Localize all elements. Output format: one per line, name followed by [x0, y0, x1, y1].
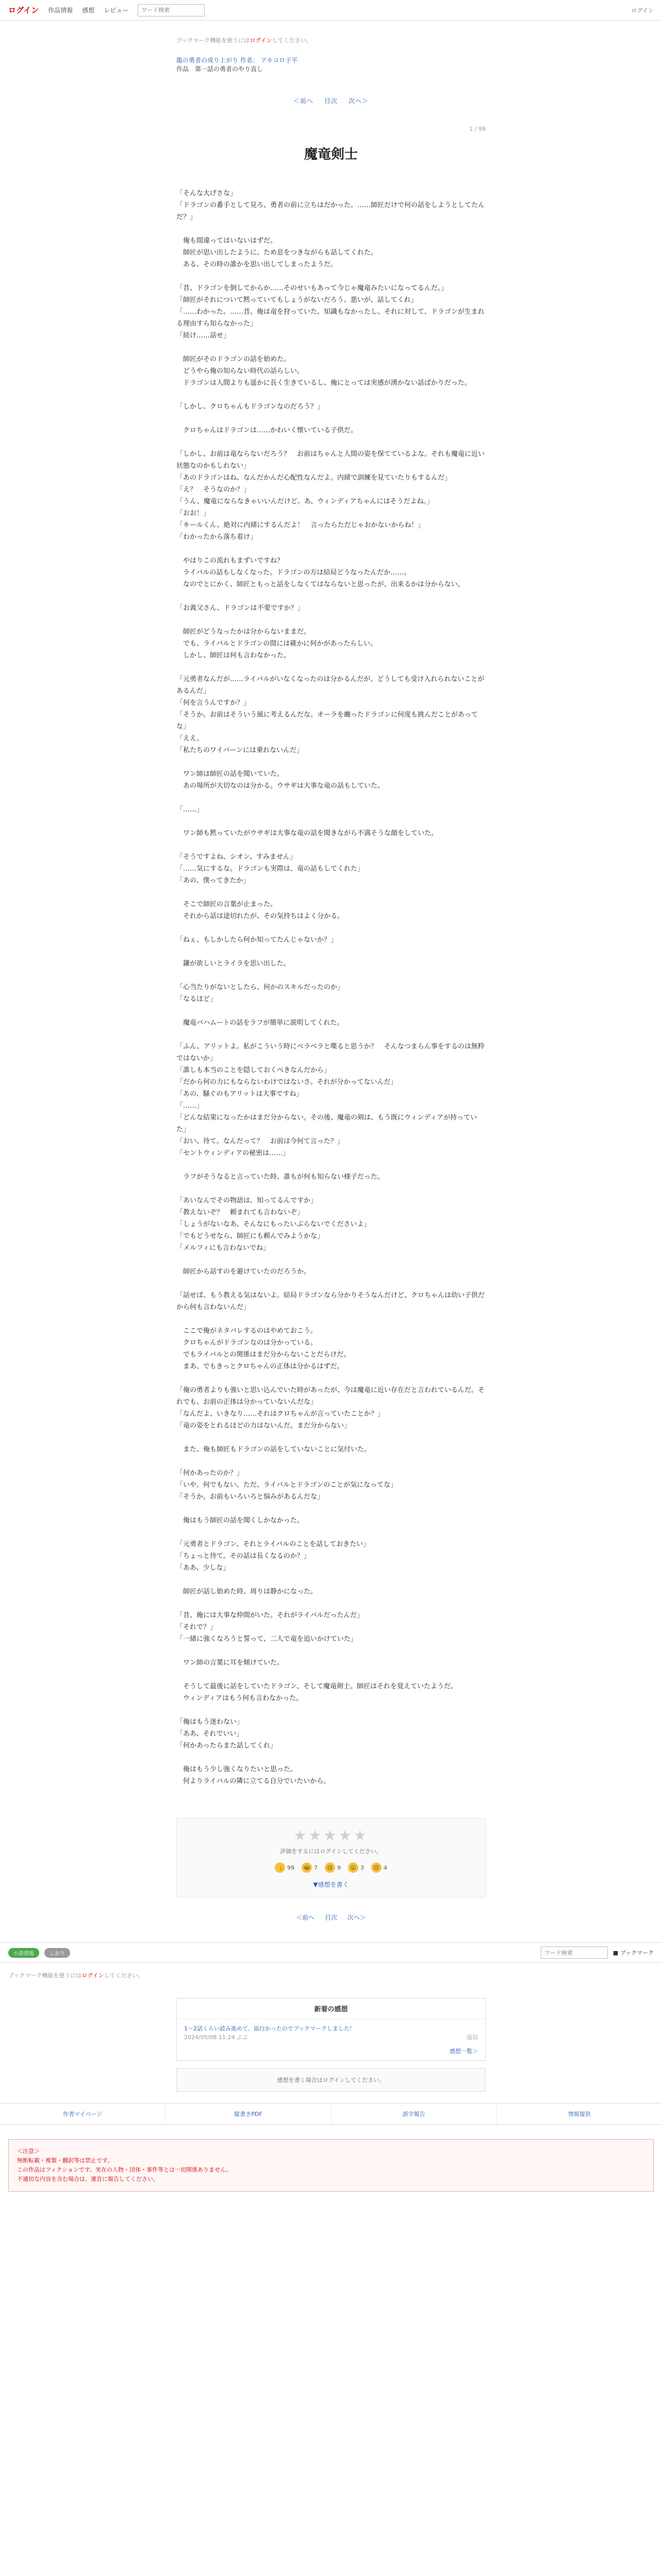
blank-line	[176, 816, 486, 827]
body-paragraph: 「そうか。お前はそういう風に考えるんだな。オーラを纏ったドラゴンに何度も挑んだことがあってな」	[176, 711, 478, 731]
blank-line	[176, 413, 486, 425]
login-note-bottom-link[interactable]: ログイン	[81, 1972, 104, 1979]
nav-review[interactable]: レビュー	[104, 7, 129, 14]
body-paragraph: 俺も間違ってはいないはずだ。	[176, 237, 277, 245]
body-paragraph: 「元勇者なんだが……ライバルがいなくなったのは分かるんだが、どうしても受け入れられないことがあるんだ」	[176, 675, 485, 695]
body-paragraph: そこで師匠の言葉が止まった。	[176, 901, 277, 908]
body-paragraph: 「え？ そうなのか？」	[176, 486, 251, 494]
body-paragraph: 「セントウィンディアの秘密は……」	[176, 1149, 290, 1157]
blank-line	[176, 590, 486, 602]
body-paragraph: 「ねぇ、もしかしたら何か知ってたんじゃないか？」	[176, 936, 338, 944]
body-paragraph: 俺はもう師匠の話を聞くしかなかった。	[176, 1517, 304, 1524]
blank-line	[176, 223, 486, 235]
body-paragraph: 「……」	[176, 806, 204, 814]
blank-line	[176, 614, 486, 626]
body-paragraph: 「おい、待て。なんだって？ お前は今何て言った？」	[176, 1138, 344, 1145]
body-paragraph: 「しかし、お前は竜ならないだろう？ お前はちゃんと人間の姿を保てているよな。それも魔竜に近い状態なのかもしれない」	[176, 450, 485, 470]
body-paragraph: 「だから何の力にもならないわけではないさ。それが分かってないんだ」	[176, 1078, 398, 1086]
reaction-button[interactable]	[371, 1862, 387, 1873]
prev-link-bottom[interactable]: ＜前へ	[296, 1914, 315, 1921]
body-paragraph: 師匠から話すのを避けていたのだろうか。	[176, 1268, 311, 1276]
body-paragraph: 「……わかった。……昔、俺は竜を狩っていた。知識もなかったし、それに対して、ドラゴンが生まれる理由すら知らなかった」	[176, 308, 485, 328]
blank-line	[176, 1183, 486, 1195]
chapter-title: 魔竜剣士	[304, 147, 358, 162]
body-paragraph: ワン師は師匠の話を聞いていた。	[176, 770, 284, 778]
body-paragraph: ウィンディアはもう何も言わなかった。	[176, 1694, 303, 1702]
body-paragraph: 「しょうがないなあ、そんなにもったいぶらないでくださいよ」	[176, 1221, 371, 1228]
blank-line	[176, 922, 486, 934]
body-paragraph: まあ、でもきっとクロちゃんの正体は分かるはずだ。	[176, 1363, 344, 1370]
body-paragraph: 「どんな結果になったかはまだ分からない。その後、魔竜の剣は、もう既にウィンディアが持っていた」	[176, 1114, 477, 1133]
body-paragraph: 「元勇者とドラゴン、それとライバルのことを話しておきたい」	[176, 1540, 370, 1548]
login-note-bottom-prefix: ブックマーク機能を使うには	[8, 1972, 82, 1979]
body-paragraph: 「何かあったのか？」	[176, 1469, 243, 1477]
pdf-link[interactable]: 縦書きPDF	[166, 2104, 331, 2124]
main-wrap	[176, 21, 486, 1787]
body-paragraph: 「ドラゴンの番手として見ろ、勇者の前に立ちはだかった。……師匠だけで何の話をしようとしてたんだ？」	[176, 201, 485, 221]
body-paragraph: 「心当たりがないとしたら、何かのスキルだったのか」	[176, 984, 344, 991]
body-paragraph: なのでとにかく、師匠ともっと話をしなくてはならないと思ったが、出来るかは分からない。	[176, 581, 465, 588]
body-paragraph: 鎌が欲しいとライラを思い出した。	[176, 960, 290, 968]
blank-line	[176, 1254, 486, 1266]
more-reviews-link[interactable]: 感想一覧＞	[450, 2048, 478, 2055]
body-paragraph: ライバルの話もしなくなった。ドラゴンの方は結局どうなったんだか……。	[176, 569, 411, 577]
blank-line	[176, 1752, 486, 1764]
body-paragraph: 「……気にするな。ドラゴンも実際は、竜の話もしてくれた」	[176, 865, 365, 873]
rating-note: 評価をするにはログインしてください。	[280, 1848, 382, 1855]
login-need-box: 感想を書く場合はログインしてください。	[176, 2068, 486, 2092]
body-paragraph: ある、その時の誰かを思い出してしまったようだ。	[176, 261, 338, 268]
shiori-pill[interactable]: しおり	[44, 1948, 70, 1958]
work-meta: 作品 第一話の勇者のやり直し	[176, 65, 263, 73]
body-paragraph: 「俺はもう迷わない」	[176, 1718, 244, 1726]
login-note	[176, 21, 486, 48]
body-paragraph: 師匠が話し始めた時、周りは静かになった。	[176, 1588, 318, 1596]
blank-line	[176, 1503, 486, 1515]
blank-line	[176, 1372, 486, 1384]
body-paragraph: 「何を言うんですか？」	[176, 699, 251, 707]
body-paragraph: ワン師の言葉に耳を傾けていた。	[176, 1659, 284, 1667]
blank-line	[176, 1704, 486, 1716]
blank-line	[176, 342, 486, 353]
reaction-icon: 😊	[371, 1862, 382, 1873]
body-paragraph: あの場所が大切なのは分かる。ウサギは大事な竜の話もしていた。	[176, 782, 385, 790]
body-paragraph: 「キールくん、絶対に内緒にするんだよ！ 言ったらただじゃおかないからね！」	[176, 521, 425, 529]
blank-line	[176, 1278, 486, 1290]
reaction-icon: 👍	[275, 1862, 285, 1873]
next-link[interactable]: 次へ＞	[348, 97, 369, 105]
footer-links	[0, 2103, 662, 2125]
body-paragraph: そうして最後に話をしていたドラゴン、そして魔竜剣士。師匠はそれを覚えていたようだ。	[176, 1683, 457, 1690]
reaction-icon: 😮	[348, 1862, 358, 1873]
bookmark-button[interactable]: ■ ブックマーク	[613, 1950, 654, 1956]
body-paragraph: やはりこの流れもまずいですね？	[176, 557, 284, 565]
blank-line	[176, 1432, 486, 1444]
body-paragraph: 師匠が思い出したように、ため息をつきながらも話してくれた。	[176, 249, 378, 257]
body-paragraph: どうやら俺の知らない時代の話らしい。	[176, 367, 304, 375]
body-paragraph: クロちゃんはドラゴンは……かわいく懐いている子供だ。	[176, 427, 358, 434]
body-paragraph: 「なるほど」	[176, 995, 217, 1003]
rating-stars[interactable]: ★★★★★	[293, 1827, 369, 1844]
blank-line	[176, 946, 486, 958]
body-paragraph: ラフがそうなると言っていた時、誰もが何も知らない様子だった。	[176, 1173, 385, 1181]
review-entry-date: 2024/05/08 11:24	[184, 2034, 235, 2041]
body-paragraph: 「なんだよ、いきなり……それはクロちゃんが言っていたことか？」	[176, 1410, 385, 1418]
page-counter: 1 / 99	[469, 126, 486, 132]
body-paragraph: 「一緒に強くなろうと誓って、二人で竜を追いかけていた」	[176, 1635, 357, 1643]
blank-line	[176, 1598, 486, 1609]
body-paragraph: 「昔、俺には大事な仲間がいた。それがライバルだったんだ」	[176, 1612, 364, 1619]
body-paragraph: 「そうか。お前もいろいろと悩みがあるんだな」	[176, 1493, 324, 1501]
body-paragraph: 何よりライバルの隣に立てる自分でいたいから。	[176, 1777, 330, 1785]
body-paragraph: 「ふん、アリットよ。私がこういう時にベラベラと喋ると思うか？ そんなつまらん事をするのは無粋ではないか」	[176, 1043, 485, 1062]
body-paragraph: 「教えないぞ？ 頼まれても言わないぞ」	[176, 1209, 304, 1216]
body-paragraph: 師匠がそのドラゴンの話を始めた。	[176, 355, 291, 363]
body-paragraph: 俺はもう少し強くなりたいと思った。	[176, 1766, 297, 1773]
body-paragraph: 「おお！」	[176, 510, 210, 517]
notice-box: ＜注意＞ 無断転載・複製・翻訳等は禁止です。 この作品はフィクションです。実在の人物・団体・事件等とは一切関係ありません。 不適切な内容を含む場合は、運営に報告してください。	[8, 2139, 654, 2192]
nav-reviews[interactable]: 感想	[82, 7, 95, 14]
work-title[interactable]: 龍の勇者の成り上がり 作者： アキコロ子平	[176, 57, 298, 64]
body-paragraph: 「昔、ドラゴンを倒してからか……そのせいもあって今じゃ魔竜みたいになってるんだ。」	[176, 284, 448, 292]
search-input[interactable]	[138, 4, 205, 16]
review-entry-title[interactable]: 1〜2話くらい読み進めて、面白かったのでブックマークしました！	[184, 2025, 356, 2032]
blank-line	[176, 1005, 486, 1017]
info-link[interactable]: 情報提供	[568, 2111, 591, 2117]
body-paragraph: 「お義父さん、ドラゴンは不要ですか？」	[176, 604, 304, 612]
reaction-button[interactable]	[302, 1862, 318, 1873]
body-paragraph: 「あの、僕ってきたか」	[176, 877, 250, 885]
nav-work-info[interactable]: 作品情報	[48, 7, 73, 14]
blank-line	[176, 1313, 486, 1325]
login-note-link[interactable]: ログイン	[250, 37, 272, 44]
body-paragraph: 「ちょっと待て。その話は長くなるのか？」	[176, 1552, 310, 1560]
body-paragraph: 「続け……話せ」	[176, 332, 230, 340]
body-paragraph: 「それで？」	[176, 1623, 217, 1631]
reaction-button[interactable]	[348, 1862, 364, 1873]
body-paragraph: 「ああ、それでいい」	[176, 1730, 243, 1738]
body-paragraph: 「私たちのワイバーンには乗れないんだ」	[176, 747, 304, 754]
body-paragraph: 「……」	[176, 1102, 204, 1110]
login-link[interactable]: ログイン	[631, 7, 654, 14]
body-paragraph: 「しかし、クロちゃんもドラゴンなのだろう？」	[176, 403, 324, 411]
body-paragraph: また、俺も師匠もドラゴンの話をしていないことに気付いた。	[176, 1446, 371, 1453]
body-paragraph: ドラゴンは人間よりも遥かに長く生きているし、俺にとっては実感が湧かない話ばかりだった。	[176, 379, 471, 387]
login-note-bottom	[0, 1963, 662, 1988]
bottom-pager	[0, 1913, 662, 1922]
body-paragraph: 師匠がどうなったかは分からないままだ。	[176, 628, 311, 636]
rating-box	[176, 1818, 486, 1897]
toc-link[interactable]: 目次	[324, 97, 338, 105]
new-reviews-heading: 新着の感想	[177, 1998, 485, 2019]
reaction-icon: 😂	[302, 1862, 312, 1873]
body-paragraph: 「誰しも本当のことを隠しておくべきなんだから」	[176, 1066, 331, 1074]
blank-line	[176, 1159, 486, 1171]
top-pager	[176, 96, 486, 105]
global-header	[0, 0, 662, 21]
blank-line	[176, 1455, 486, 1467]
blank-line	[176, 389, 486, 401]
blank-line	[176, 792, 486, 804]
reaction-count: 99	[287, 1864, 294, 1871]
body-paragraph: 「いや、何でもない。ただ、ライバルとドラゴンのことが気になってな」	[176, 1481, 398, 1489]
body-paragraph: しかし、師匠は何も言わなかった。	[176, 652, 291, 659]
body-paragraph: 「あの、騒ぐのもアリットは大事ですね」	[176, 1090, 303, 1098]
blank-line	[176, 1574, 486, 1586]
body-paragraph: 魔竜バハムートの話をラフが簡単に説明してくれた。	[176, 1019, 344, 1027]
author-page-link[interactable]: 作者マイページ	[0, 2104, 166, 2124]
login-link-header[interactable]: ログイン	[8, 6, 39, 15]
blank-line	[176, 1527, 486, 1538]
login-note-suffix: してください。	[272, 37, 312, 44]
next-link-bottom[interactable]: 次へ＞	[347, 1914, 366, 1921]
body-paragraph: 「あのドラゴンはね、なんだかんだ心配性なんだよ。内緒で訓練を見ていたりもするんだ」	[176, 474, 452, 482]
reaction-count: 4	[384, 1864, 387, 1871]
toc-link-bottom[interactable]: 目次	[324, 1914, 337, 1921]
blank-line	[176, 543, 486, 555]
blank-line	[176, 662, 486, 673]
body-paragraph: 「ああ、少しな」	[176, 1564, 230, 1572]
body-paragraph: クロちゃんがドラゴンなのは分かっている。	[176, 1339, 318, 1347]
body-paragraph: 「メルフィにも言わないでね」	[176, 1244, 270, 1252]
body-paragraph: 「師匠がそれについて黙っていてもしょうがないだろう。悪いが、話してくれ」	[176, 296, 418, 304]
body-paragraph: 「あいなんでその物語は、知ってるんですか」	[176, 1197, 318, 1205]
reaction-icon: 😢	[325, 1862, 335, 1873]
write-review-link[interactable]: ▼感想を書く	[313, 1881, 349, 1888]
review-entry-user[interactable]: ぷぷ	[237, 2034, 249, 2041]
reaction-count: 9	[337, 1864, 341, 1871]
bottom-search-input[interactable]	[541, 1946, 608, 1959]
blank-line	[176, 436, 486, 448]
blank-line	[176, 887, 486, 899]
review-entry	[177, 2019, 485, 2047]
body-paragraph: 「うん、魔竜にならなきゃいいんだけど。あ、ウィンディアちゃんにはそうだよね。」	[176, 498, 434, 505]
body-paragraph: 「竜の姿をとれるほどの力はないんだ。まだ分からない」	[176, 1422, 351, 1430]
prev-link[interactable]: ＜前へ	[293, 97, 314, 105]
login-note-bottom-suffix: してください。	[104, 1972, 144, 1979]
body-paragraph: ワン師も黙っていたがウサギは大事な竜の話を聞きながら不満そうな顔をしていた。	[176, 829, 438, 837]
body-paragraph: 「そんな大げさな」	[176, 190, 237, 197]
login-note-prefix: ブックマーク機能を使うには	[176, 37, 250, 44]
blank-line	[176, 1645, 486, 1657]
blank-line	[176, 970, 486, 981]
body-paragraph: それから話は途切れたが、その気持ちはよく分かる。	[176, 912, 344, 920]
new-reviews-box	[176, 1998, 486, 2061]
body-paragraph: 「話せば、もう教える気はないよ。結局ドラゴンなら分かりそうなんだけど、クロちゃんは幼い子供だから何も言わないんだ」	[176, 1292, 485, 1311]
blank-line	[176, 1669, 486, 1681]
blank-line	[176, 756, 486, 768]
body-paragraph: 「わかったから落ち着け」	[176, 533, 257, 541]
blank-line	[176, 839, 486, 851]
reaction-count: 7	[314, 1864, 318, 1871]
novel-body	[176, 188, 486, 1787]
body-paragraph: でも、ライバルとドラゴンの間には確かに何かがあったらしい。	[176, 640, 377, 648]
body-paragraph: ここで俺がネタバレするのはやめておこう。	[176, 1327, 317, 1335]
body-paragraph: でもライバルとの関係はまだ分からないことだらけだ。	[176, 1351, 351, 1359]
typo-report-link[interactable]: 誤字報告	[332, 2104, 497, 2124]
body-paragraph: 「俺の勇者よりも強いと思い込んでいた時があったが、今は魔竜に近い存在だと言われているんだ。それでも、お前の正体は分かっていないんだな」	[176, 1386, 485, 1406]
body-paragraph: 「ええ。	[176, 735, 204, 742]
reaction-count: 3	[360, 1864, 364, 1871]
novel-info-pill[interactable]: 小説情報	[8, 1948, 39, 1958]
reaction-list	[177, 1862, 485, 1873]
body-paragraph: 「そうですよね、シオン、すみません」	[176, 853, 296, 861]
blank-line	[176, 270, 486, 282]
body-paragraph: 「でもどうせなら、師匠にも頼んでみようかな」	[176, 1232, 324, 1240]
blank-line	[176, 1029, 486, 1041]
reaction-button[interactable]	[275, 1862, 294, 1873]
body-paragraph: 「何かあったらまた話してくれ」	[176, 1742, 277, 1750]
review-reply-link[interactable]: 返信	[467, 2034, 478, 2041]
reaction-button[interactable]	[325, 1862, 341, 1873]
bottom-bar	[0, 1942, 662, 1963]
